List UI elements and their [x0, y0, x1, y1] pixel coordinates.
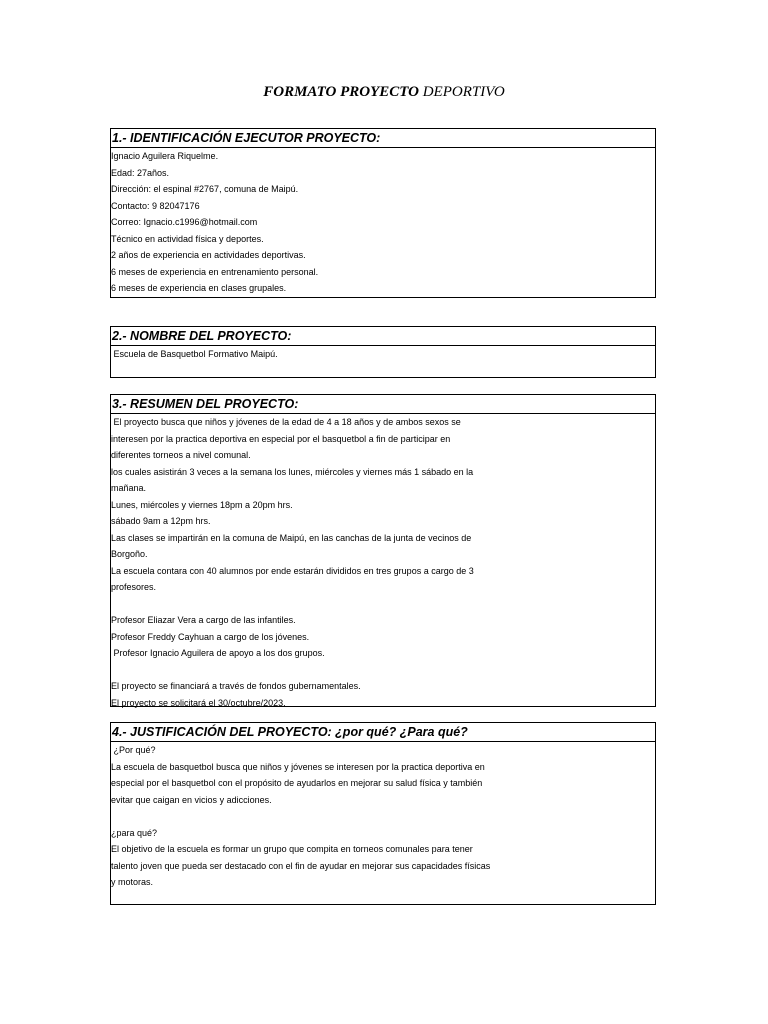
body-line: El proyecto busca que niños y jóvenes de la edad de 4 a 18 años y de ambos sexos se — [111, 417, 461, 427]
body-line: los cuales asistirán 3 veces a la semana los lunes, miércoles y viernes más 1 sábado en la — [111, 466, 474, 477]
body-line: El proyecto se solicitará el 30/octubre/2023. — [111, 697, 286, 708]
body-line: El objetivo de la escuela es formar un grupo que compita en torneos comunales para tener — [111, 844, 473, 854]
section-body — [111, 742, 655, 891]
body-line: y motoras. — [111, 877, 154, 887]
body-line: talento joven que pueda ser destacado con el fin de ayudar en mejorar sus capacidades físicas — [111, 860, 491, 871]
body-line: Edad: 27años. — [111, 167, 170, 178]
body-line: El proyecto se financiará a través de fondos gubernamentales. — [111, 681, 361, 691]
section-header: 1.- IDENTIFICACIÓN EJECUTOR PROYECTO: — [111, 129, 655, 148]
body-line: especial por el basquetbol con el propósito de ayudarlos en mejorar su salud física y también — [111, 778, 483, 788]
body-line: Correo: Ignacio.c1996@hotmail.com — [111, 217, 258, 227]
body-line: Lunes, miércoles y viernes 18pm a 20pm hrs. — [111, 499, 293, 510]
document-title-rest: DEPORTIVO — [418, 84, 505, 100]
body-line: Contacto: 9 82047176 — [111, 200, 200, 211]
body-line: ¿para qué? — [111, 827, 158, 838]
section-justificacion — [110, 722, 656, 905]
body-line — [111, 808, 655, 825]
body-line: Dirección: el espinal #2767, comuna de Maipú. — [111, 184, 299, 194]
section-header: 3.- RESUMEN DEL PROYECTO: — [111, 395, 655, 414]
section-header: 2.- NOMBRE DEL PROYECTO: — [111, 327, 655, 346]
body-line: profesores. — [111, 582, 157, 592]
body-line: Profesor Ignacio Aguilera de apoyo a los dos grupos. — [111, 648, 325, 658]
section-nombre — [110, 326, 656, 378]
body-line: Ignacio Aguilera Riquelme. — [111, 151, 219, 161]
section-body — [111, 346, 655, 363]
section-resumen — [110, 394, 656, 707]
document-title — [0, 84, 768, 101]
body-line — [111, 662, 655, 679]
body-line: 2 años de experiencia en actividades deportivas. — [111, 250, 306, 260]
body-line: Las clases se impartirán en la comuna de Maipú, en las canchas de la junta de vecinos de — [111, 532, 472, 543]
body-line — [111, 596, 655, 613]
body-line: La escuela de basquetbol busca que niños y jóvenes se interesen por la practica deportiva en — [111, 761, 485, 772]
body-line: La escuela contara con 40 alumnos por ende estarán divididos en tres grupos a cargo de 3 — [111, 565, 474, 576]
body-line: ¿Por qué? — [111, 745, 156, 755]
body-line: evitar que caigan en vicios y adicciones. — [111, 794, 272, 805]
section-identificacion — [110, 128, 656, 298]
body-line: mañana. — [111, 483, 147, 493]
body-line: sábado 9am a 12pm hrs. — [111, 516, 211, 526]
body-line: Escuela de Basquetbol Formativo Maipú. — [111, 349, 278, 359]
body-line: Profesor Eliazar Vera a cargo de las infantiles. — [111, 615, 296, 625]
section-body — [111, 148, 655, 297]
body-line: Técnico en actividad física y deportes. — [111, 233, 264, 244]
body-line: 6 meses de experiencia en clases grupales. — [111, 283, 287, 293]
body-line: Profesor Freddy Cayhuan a cargo de los jóvenes. — [111, 631, 310, 642]
section-body — [111, 414, 655, 711]
body-line: 6 meses de experiencia en entrenamiento personal. — [111, 266, 319, 277]
section-header: 4.- JUSTIFICACIÓN DEL PROYECTO: ¿por qué? ¿Para qué? — [111, 723, 655, 742]
document-title-bold: FORMATO PROYECTO — [263, 84, 419, 100]
body-line: interesen por la practica deportiva en especial por el basquetbol a fin de participar en — [111, 433, 451, 444]
body-line: diferentes torneos a nivel comunal. — [111, 450, 251, 460]
body-line: Borgoño. — [111, 549, 148, 559]
